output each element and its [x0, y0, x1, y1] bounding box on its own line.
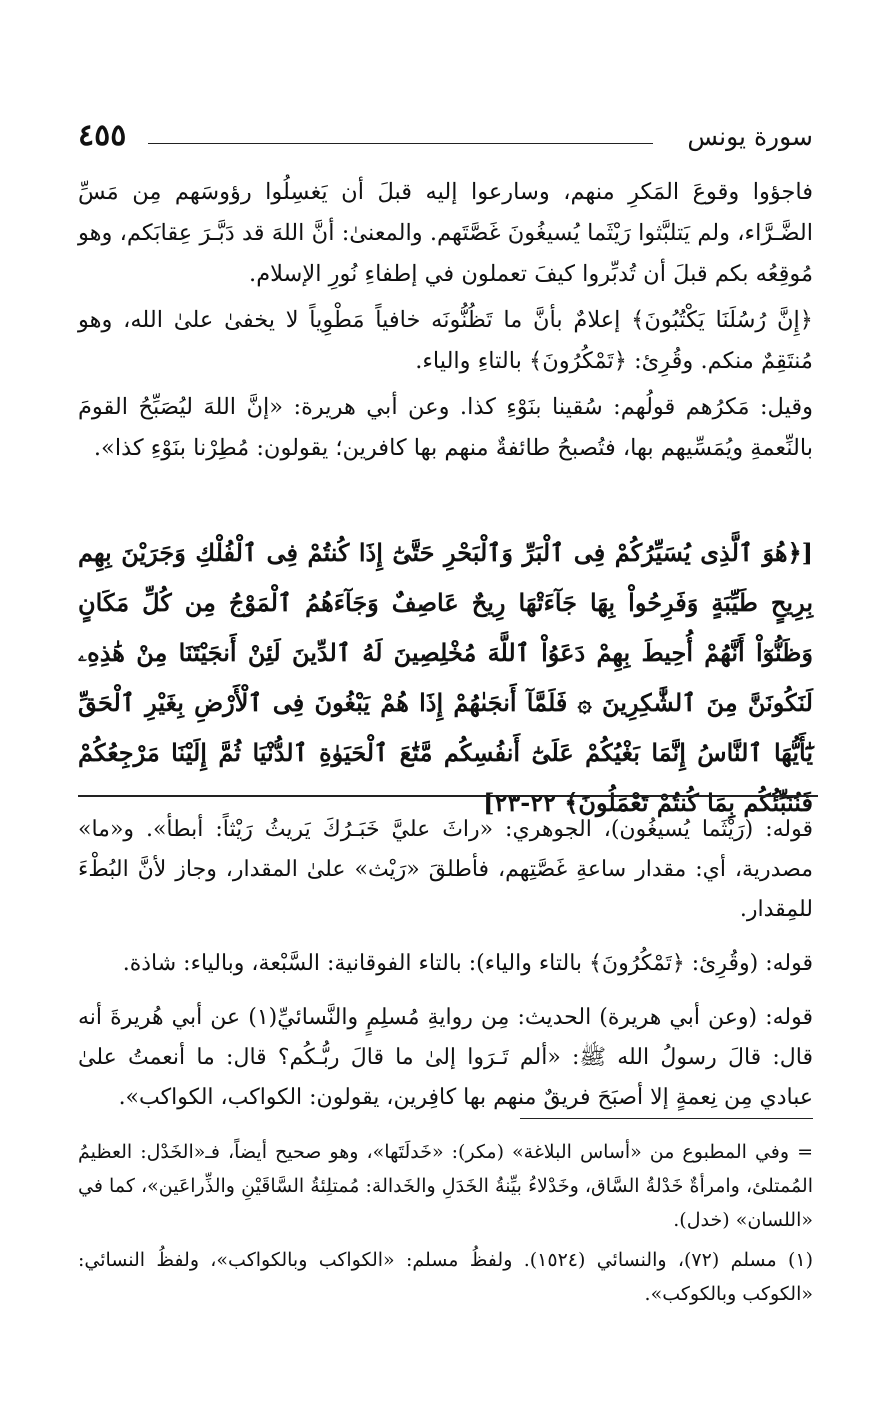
footnotes [78, 1135, 813, 1317]
page-number: ٤٥٥ [78, 118, 127, 153]
main-paragraph: وقيل: مَكرُهم قولُهم: سُقينا بنَوْءِ كذا. وعن أبي هريرة: «إنَّ اللهَ ليُصَبِّحُ القومَ بالنِّعمةِ ويُمَسِّيهم بها، فتُصبحُ طائفةٌ منهم بها كافرين؛ يقولون: مُطِرْنا بنَوْءِ كذا». [78, 394, 813, 461]
commentary-paragraph: قوله: (وقُرِئ: ﴿تَمْكُرُونَ﴾ بالتاء والياء): بالتاء الفوقانية: السَّبْعة، وبالياء: شاذة. [122, 951, 813, 976]
footnote: (١) مسلم (٧٢)، والنسائي (١٥٢٤). ولفظُ مسلم: «الكواكب وبالكواكب»، ولفظُ النسائي: «الكوكب وبالكوكب». [78, 1249, 813, 1305]
main-text [78, 172, 813, 469]
commentary-paragraph: قوله: (رَيْثَما يُسيغُون)، الجوهري: «راثَ عليَّ خَبَـرُكَ يَريثُ رَيْثاً: أبطأ». و«ما» مصدرية، أي: مقدار ساعةِ غَصَّتِهم، فأطلقَ «رَيْث» علىٰ المقدار، وجاز لأنَّ البُطْءَ للمِقدار. [78, 817, 813, 922]
section-divider [78, 795, 818, 797]
commentary-paragraph: قوله: (وعن أبي هريرة) الحديث: مِن روايةِ مُسلِمٍ والنَّسائيِّ(١) عن أبي هُريرةَ أنه قال: قالَ رسولُ الله ﷺ: «ألم تَـرَوا إلىٰ ما قالَ ربُّـكُم؟ قال: ما أنعمتُ علىٰ عبادي مِن نِعمةٍ إلا أصبَحَ فريقٌ منهم بها كافِرين، يقولون: الكواكب، الكواكب». [78, 1005, 813, 1110]
quran-verses: [﴿هُوَ ٱلَّذِى يُسَيِّرُكُمْ فِى ٱلْبَرِّ وَٱلْبَحْرِ حَتَّىٰٓ إِذَا كُنتُمْ فِى ٱلْفُلْكِ وَجَرَيْنَ بِهِم بِرِيحٍ طَيِّبَةٍ وَفَرِحُواْ بِهَا جَآءَتْهَا رِيحٌ عَاصِفٌ وَجَآءَهُمُ ٱلْمَوْجُ مِن كُلِّ مَكَانٍ وَظَنُّوٓاْ أَنَّهُمْ أُحِيطَ بِهِمْ دَعَوُاْ ٱللَّهَ مُخْلِصِينَ لَهُ ٱلدِّينَ لَئِنْ أَنجَيْتَنَا مِنْ هَٰذِهِۦ لَنَكُونَنَّ مِنَ ٱلشَّٰكِرِينَ ۞ فَلَمَّآ أَنجَىٰهُمْ إِذَا هُمْ يَبْغُونَ فِى ٱلْأَرْضِ بِغَيْرِ ٱلْحَقِّ يَٰٓأَيُّهَا ٱلنَّاسُ إِنَّمَا بَغْيُكُمْ عَلَىٰٓ أَنفُسِكُم مَّتَٰعَ ٱلْحَيَوٰةِ ٱلدُّنْيَا ثُمَّ إِلَيْنَا مَرْجِعُكُمْ فَنُنَبِّئُكُم بِمَا كُنتُمْ تَعْمَلُونَ﴾ ٢٢-٢٣] [78, 538, 814, 817]
surah-title: سورة يونس [687, 122, 813, 151]
main-paragraph: ﴿إِنَّ رُسُلَنَا يَكْتُبُونَ﴾ إعلامٌ بأنَّ ما تَظُنُّونَه خافياً مَطْوِياً لا يخفىٰ علىٰ الله، وهو مُنتَقِمٌ منكم. وقُرِئ: ﴿تَمْكُرُونَ﴾ بالتاءِ والياء. [78, 307, 813, 374]
footnote-rule [520, 1118, 813, 1119]
commentary [78, 810, 813, 1118]
footnote: = وفي المطبوع من «أساس البلاغة» (مكر): «خَدلَتَها»، وهو صحيح أيضاً، فـ«الخَدْل: العظيمُ المُمتلئ، وامرأةٌ خَدْلةُ السَّاق، وخَدْلاءُ بيِّنةُ الخَدَلِ والخَدالة: مُمتلِئةُ السَّاقَيْنِ والذِّراعَين»، كما في «اللسان» (خدل). [78, 1141, 813, 1231]
header-rule [148, 143, 653, 144]
main-paragraph: فاجؤوا وقوعَ المَكرِ منهم، وسارعوا إليه قبلَ أن يَغسِلُوا رؤوسَهم مِن مَسِّ الضَّـرَّاء، ولم يَتلبَّثوا رَيْثَما يُسيغُونَ غَصَّتَهم. والمعنىٰ: أنَّ اللهَ قد دَبَّـرَ عِقابَكم، وهو مُوقِعُه بكم قبلَ أن تُدبِّروا كيفَ تعملون في إطفاءِ نُورِ الإسلام. [78, 179, 813, 287]
page-header [78, 118, 813, 166]
